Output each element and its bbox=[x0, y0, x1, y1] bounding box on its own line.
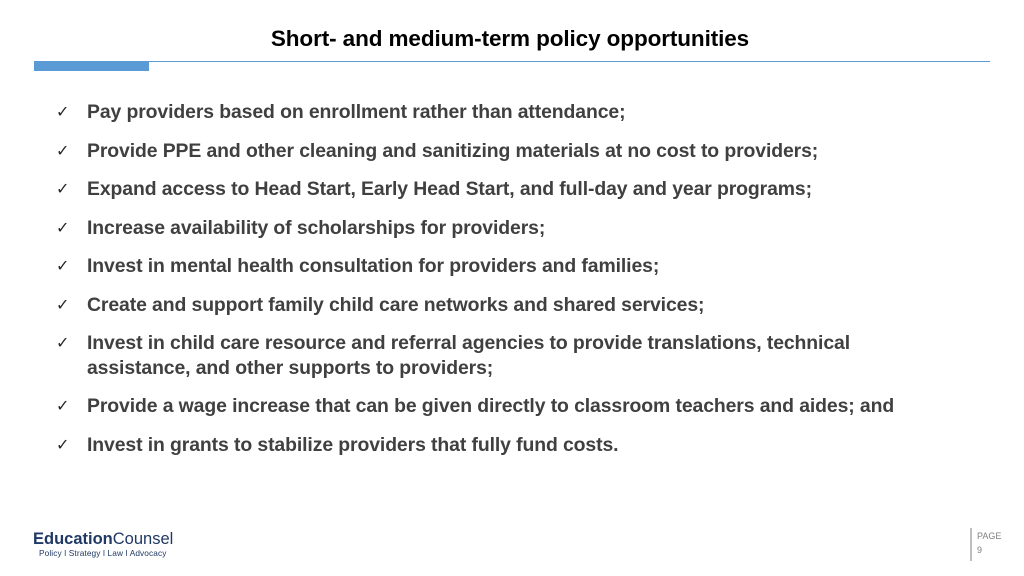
logo-wordmark bbox=[33, 530, 173, 548]
slide-title: Short- and medium-term policy opportunities bbox=[270, 26, 750, 51]
page-divider bbox=[970, 528, 972, 561]
title-accent-bar bbox=[34, 62, 149, 71]
checkmark-icon: ✓ bbox=[56, 396, 70, 415]
bullet-text: Provide a wage increase that can be given directly to classroom teachers and aides; and bbox=[87, 395, 895, 417]
bullet-text: Invest in grants to stabilize providers that fully fund costs. bbox=[87, 433, 619, 456]
educationcounsel-logo bbox=[33, 530, 173, 558]
logo-tagline: Policy ǀ Strategy ǀ Law ǀ Advocacy bbox=[39, 548, 167, 558]
checkmark-icon: ✓ bbox=[56, 179, 70, 198]
list-item bbox=[56, 100, 936, 125]
checkmark-icon: ✓ bbox=[56, 140, 70, 160]
bullet-text: Expand access to Head Start, Early Head Start, and full-day and year programs; bbox=[87, 178, 812, 200]
bullet-text: Provide PPE and other cleaning and sanitizing materials at no cost to providers; bbox=[87, 139, 819, 162]
checkmark-icon: ✓ bbox=[56, 434, 70, 454]
bullet-text: Create and support family child care networks and shared services; bbox=[87, 293, 705, 316]
list-item bbox=[56, 139, 936, 164]
bullet-list bbox=[56, 100, 936, 471]
title-divider bbox=[34, 61, 990, 62]
bullet-text: Invest in mental health consultation for providers and families; bbox=[87, 255, 660, 277]
list-item bbox=[56, 254, 936, 279]
list-item bbox=[56, 331, 936, 380]
logo-light-part: Counsel bbox=[112, 530, 174, 548]
logo-bold-part: Education bbox=[33, 530, 113, 548]
checkmark-icon: ✓ bbox=[56, 294, 70, 314]
bullet-text: Invest in child care resource and referral agencies to provide translations, technical assistance, and other supports to providers; bbox=[87, 332, 850, 379]
checkmark-icon: ✓ bbox=[56, 256, 70, 275]
bullet-text: Increase availability of scholarships for providers; bbox=[87, 216, 546, 239]
page-label: PAGE bbox=[977, 531, 1002, 541]
checkmark-icon: ✓ bbox=[56, 333, 70, 352]
bullet-text: Pay providers based on enrollment rather than attendance; bbox=[87, 101, 626, 123]
list-item bbox=[56, 394, 936, 419]
list-item bbox=[56, 293, 936, 318]
list-item bbox=[56, 177, 936, 202]
list-item bbox=[56, 216, 936, 241]
list-item bbox=[56, 433, 936, 458]
page-number: 9 bbox=[977, 545, 983, 555]
checkmark-icon: ✓ bbox=[56, 102, 70, 121]
checkmark-icon: ✓ bbox=[56, 217, 70, 237]
